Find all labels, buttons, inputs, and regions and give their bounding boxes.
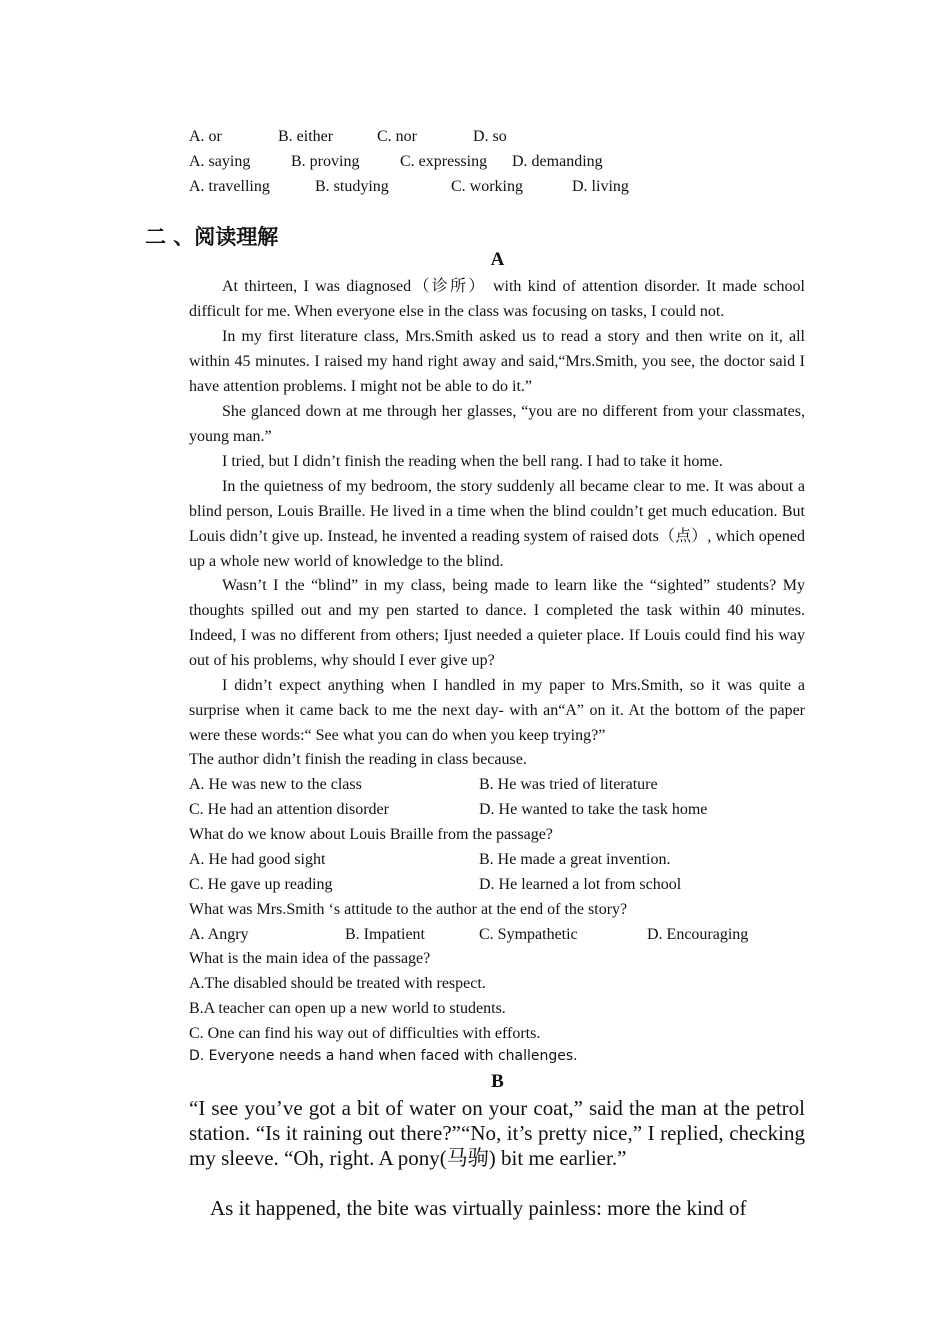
- option: D. demanding: [512, 153, 603, 170]
- option: D. living: [572, 178, 629, 195]
- passage-a-paragraph-5: In the quietness of my bedroom, the story suddenly all became clear to me. It was about a blind person, Louis Braille. He lived in a time when the blind couldn’t get much education. But Louis didn’t give up. Instead, he invented a reading system of raised dots（点）, which opened up a whole new world of knowledge to the blind.: [189, 478, 805, 570]
- answer-option: C. Sympathetic: [479, 926, 578, 943]
- passage-b-paragraph-1: “I see you’ve got a bit of water on your coat,” said the man at the petrol station. “Is it raining out there?”“No, it’s pretty nice,” I replied, checking my sleeve. “Oh, right. A pony(马驹) bit me earlier.”: [189, 1096, 805, 1170]
- answer-option: C. One can find his way out of difficulties with efforts.: [189, 1025, 541, 1042]
- passage-a-paragraph-7: I didn’t expect anything when I handled in my paper to Mrs.Smith, so it was quite a surprise when it came back to me the next day- with an“A” on it. At the bottom of the paper were these words:“ See what you can do when you keep trying?”: [189, 677, 805, 744]
- passage-b-label: B: [491, 1071, 504, 1092]
- answer-option: D. He wanted to take the task home: [479, 801, 708, 818]
- answer-option: B.A teacher can open up a new world to students.: [189, 1000, 506, 1017]
- passage-a-paragraph-2: In my first literature class, Mrs.Smith asked us to read a story and then write on it, all within 45 minutes. I raised my hand right away and said,“Mrs.Smith, you see, the doctor said I have attention problems. I might not be able to do it.”: [189, 328, 805, 395]
- option: B. proving: [291, 153, 360, 170]
- passage-b-paragraph-2: As it happened, the bite was virtually painless: more the kind of: [210, 1196, 747, 1220]
- option: A. saying: [189, 153, 251, 170]
- option: C. working: [451, 178, 523, 195]
- passage-a-paragraph-4: I tried, but I didn’t finish the reading when the bell rang. I had to take it home.: [222, 453, 723, 470]
- answer-option: C. He gave up reading: [189, 876, 333, 893]
- option: A. or: [189, 128, 222, 145]
- answer-option: D. Everyone needs a hand when faced with challenges.: [189, 1048, 578, 1064]
- option: D. so: [473, 128, 507, 145]
- option: B. studying: [315, 178, 389, 195]
- question-stem: The author didn’t finish the reading in class because.: [189, 751, 527, 768]
- answer-option: A.The disabled should be treated with respect.: [189, 975, 486, 992]
- question-stem: What is the main idea of the passage?: [189, 950, 431, 967]
- section-title: 二 、阅读理解: [145, 225, 279, 249]
- answer-option: D. Encouraging: [647, 926, 749, 943]
- option: C. nor: [377, 128, 417, 145]
- passage-a-paragraph-3: She glanced down at me through her glasses, “you are no different from your classmates, young man.”: [189, 403, 805, 445]
- passage-a-paragraph-1: At thirteen, I was diagnosed（诊所） with kind of attention disorder. It made school difficult for me. When everyone else in the class was focusing on tasks, I could not.: [189, 278, 805, 320]
- question-stem: What was Mrs.Smith ‘s attitude to the author at the end of the story?: [189, 901, 628, 918]
- option: A. travelling: [189, 178, 270, 195]
- answer-option: B. He made a great invention.: [479, 851, 671, 868]
- passage-a-paragraph-6: Wasn’t I the “blind” in my class, being made to learn like the “sighted” students? My thoughts spilled out and my pen started to dance. I completed the task within 40 minutes. Indeed, I was no different from others; Ijust needed a quieter place. If Louis could find his way out of his problems, why should I ever give up?: [189, 577, 805, 669]
- question-stem: What do we know about Louis Braille from the passage?: [189, 826, 553, 843]
- option: B. either: [278, 128, 334, 145]
- answer-option: D. He learned a lot from school: [479, 876, 682, 893]
- answer-option: A. Angry: [189, 926, 249, 943]
- passage-a-label: A: [490, 249, 505, 270]
- answer-option: B. Impatient: [345, 926, 425, 943]
- answer-option: A. He had good sight: [189, 851, 326, 868]
- answer-option: B. He was tried of literature: [479, 776, 658, 793]
- answer-option: C. He had an attention disorder: [189, 801, 389, 818]
- option: C. expressing: [400, 153, 488, 170]
- answer-option: A. He was new to the class: [189, 776, 362, 793]
